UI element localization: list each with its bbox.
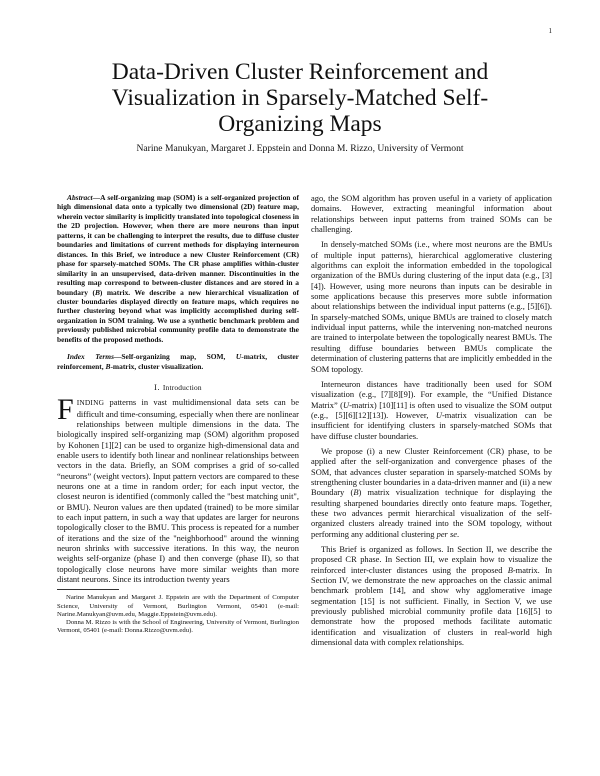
p4-text-c: . — [456, 528, 460, 539]
index-terms-part-c: -matrix, cluster visualization. — [110, 361, 204, 371]
footnote-divider — [57, 589, 119, 590]
intro-body: patterns in vast multidimensional data sets can be difficult and time-consuming, especially when there are nonlinear relationships between multiple dimensions in the data. The biologically inspired self-organizing map (SOM) algorithm proposed by Kohonen [1][2] can be used to organize high-dimensional data and enable users to identify both linear and nonlinear relationships between vectors in the data. Briefly, an SOM comprises a grid of so-called “neurons” (weight vectors). Input pattern vectors are compared to these neurons one at a time in random order; for each input vector, the closest neuron is identified (commonly called the "best matching unit", or BMU). Neuron values are then updated (trained) to be more similar to each input pattern, in such a way that updates are larger for neurons topologically closer to the BMU. This process is repeated for a number of iterations and the size of the "neighborhood" around the winning neuron shrinks with successive iterations. In this way, the neuron weights self-organize (phase I) and then converge (phase II), so that topologically close neurons have more similar weights than more distant neurons. Since its introduction twenty years — [57, 397, 299, 584]
p3-text-b: -matrix) [10][11] is often used to visualize the SOM output (e.g., [5][6][12][13]). However, — [311, 399, 552, 420]
p4-b-symbol: B — [353, 487, 359, 498]
p3-u-symbol-2: U — [435, 409, 442, 420]
abstract-b-symbol: B — [94, 287, 100, 297]
abstract-lead: Abstract — [67, 193, 93, 202]
index-terms-dash: — — [113, 352, 122, 362]
section-numeral: I. — [154, 383, 163, 393]
index-terms-part-b: -matrix, cluster reinforcement, — [57, 352, 299, 371]
footnote-affiliation-2: Donna M. Rizzo is with the School of Engineering, University of Vermont, Burlington Vermont, 05401 (e-mail: Donna.Rizzo@uvm.edu). — [57, 618, 299, 635]
p3-u-symbol-1: U — [343, 399, 350, 410]
body-paragraph-4 — [311, 446, 552, 539]
p5-text-b: -matrix. In Section IV, we demonstrate the new approaches on the classic animal benchmark problem [14], and show why agglomerative image segmentation [15] is not sufficient. Finally, in Section V, we use previously published microbial community profile data [16][5] to demonstrate how the proposed methods facilitate automatic identification and visualization of clusters in real-world high dimensional data with complex relationships. — [311, 564, 552, 648]
section-title: Introduction — [162, 383, 202, 393]
introduction-paragraph — [57, 393, 299, 584]
body-paragraph-5 — [311, 544, 552, 647]
p5-b-symbol: B — [507, 564, 513, 575]
index-terms-lead: Index Terms — [67, 352, 114, 362]
section-heading-introduction — [57, 383, 299, 392]
index-terms-b-symbol: B — [105, 361, 111, 371]
intro-first-word: INDING — [76, 398, 105, 408]
footnote-affiliation-1: Narine Manukyan and Margaret J. Eppstein are with the Department of Computer Science, University of Vermont, Burlington Vermont, 05401 (e-mail: Narine.Manukyan@uvm.edu, Maggie.Eppstein@uvm.edu). — [57, 594, 299, 618]
p4-per-se: per se — [436, 528, 457, 539]
p4-text-b: ) matrix visualization technique for displaying the resulting sharpened boundaries directly onto feature maps. Together, these two advances permit hierarchical visualization of the self-organized clusters already trained into the SOM topology, without performing any additional clustering — [311, 487, 552, 539]
drop-cap: F — [57, 393, 74, 427]
paper-authors: Narine Manukyan, Margaret J. Eppstein and Donna M. Rizzo, University of Vermont — [136, 143, 464, 154]
body-paragraph-3 — [311, 379, 552, 441]
abstract-body-a: A self-organizing map (SOM) is a self-organized projection of high dimensional data onto a typically two dimensional (2D) feature map, wherein vector similarity is implicitly translated into topological closeness in the 2D projection. However, when there are more neurons than input patterns, it can be challenging to interpret the results, due to diffuse cluster boundaries and limitations of current methods for displaying interneuron distances. In this Brief, we introduce a new Cluster Reinforcement (CR) phase for sparsely-matched SOMs. The CR phase amplifies within-cluster similarity in an unsupervised, data-driven manner. Discontinuities in the resulting map correspond to between-cluster distances and are stored in a boundary ( — [57, 193, 299, 297]
abstract-body-b: ) matrix. We describe a new hierarchical visualization of cluster boundaries displayed directly on feature maps, which requires no further clustering beyond what was implicitly accomplished during self-organization in SOM training. We use a synthetic benchmark problem and previously published microbial community profile data to demonstrate the benefits of the proposed methods. — [57, 287, 299, 344]
body-paragraph-2: In densely-matched SOMs (i.e., where most neurons are the BMUs of multiple input patterns), hierarchical agglomerative clustering algorithms can exploit the information embedded in the topological organization of the BMUs during clustering of the input data (e.g., [3][4]). However, using more neurons than inputs can be desirable in some applications because this preserves more subtle information about relationships between the individual input patterns (e.g., [5][6]). In sparsely-matched SOMs, unique BMUs are trained to closely match individual input patterns, while the intervening non-matched neurons are trained to interpolate between the topologically nearest BMUs. The resulting diffuse boundaries between BMUs complicate the determination of clustering patterns that are implicitly embedded in the SOM topology. — [311, 239, 552, 374]
p3-text-c: -matrix visualization can be insufficient for identifying clusters in sparsely-matched SOMs that have diffuse cluster boundaries. — [311, 409, 552, 441]
index-terms — [57, 352, 299, 371]
body-paragraph-1: ago, the SOM algorithm has proven useful in a variety of application domains. However, extracting meaningful information about relationships between input patterns from trained SOMs can be challenging. — [311, 193, 552, 235]
p4-text-a: We propose (i) a new Cluster Reinforcement (CR) phase, to be applied after the self-organization and convergence phases of the SOM, that advances cluster separation in sparsely-matched SOMs by strengthening cluster boundaries in a data-driven manner and (ii) a new Boundary ( — [311, 445, 552, 498]
p3-text-a: Interneuron distances have traditionally been used for SOM visualization (e.g., [7][8][9]). For example, the “Unified Distance Matrix” ( — [311, 378, 552, 410]
left-column — [57, 193, 299, 635]
right-column — [311, 193, 552, 652]
page-number: 1 — [548, 27, 552, 35]
p5-text-a: This Brief is organized as follows. In Section II, we describe the proposed CR phase. In Section III, we explain how to visualize the reinforced inter-cluster distances using the proposed — [311, 544, 552, 575]
index-terms-u-symbol: U — [235, 352, 242, 362]
abstract-dash: — — [92, 193, 101, 202]
index-terms-part-a: Self-organizing map, SOM, — [121, 352, 236, 362]
paper-title: Data-Driven Cluster Reinforcement and Visualization in Sparsely-Matched Self-Organizing Maps — [111, 59, 489, 137]
abstract — [57, 193, 299, 344]
